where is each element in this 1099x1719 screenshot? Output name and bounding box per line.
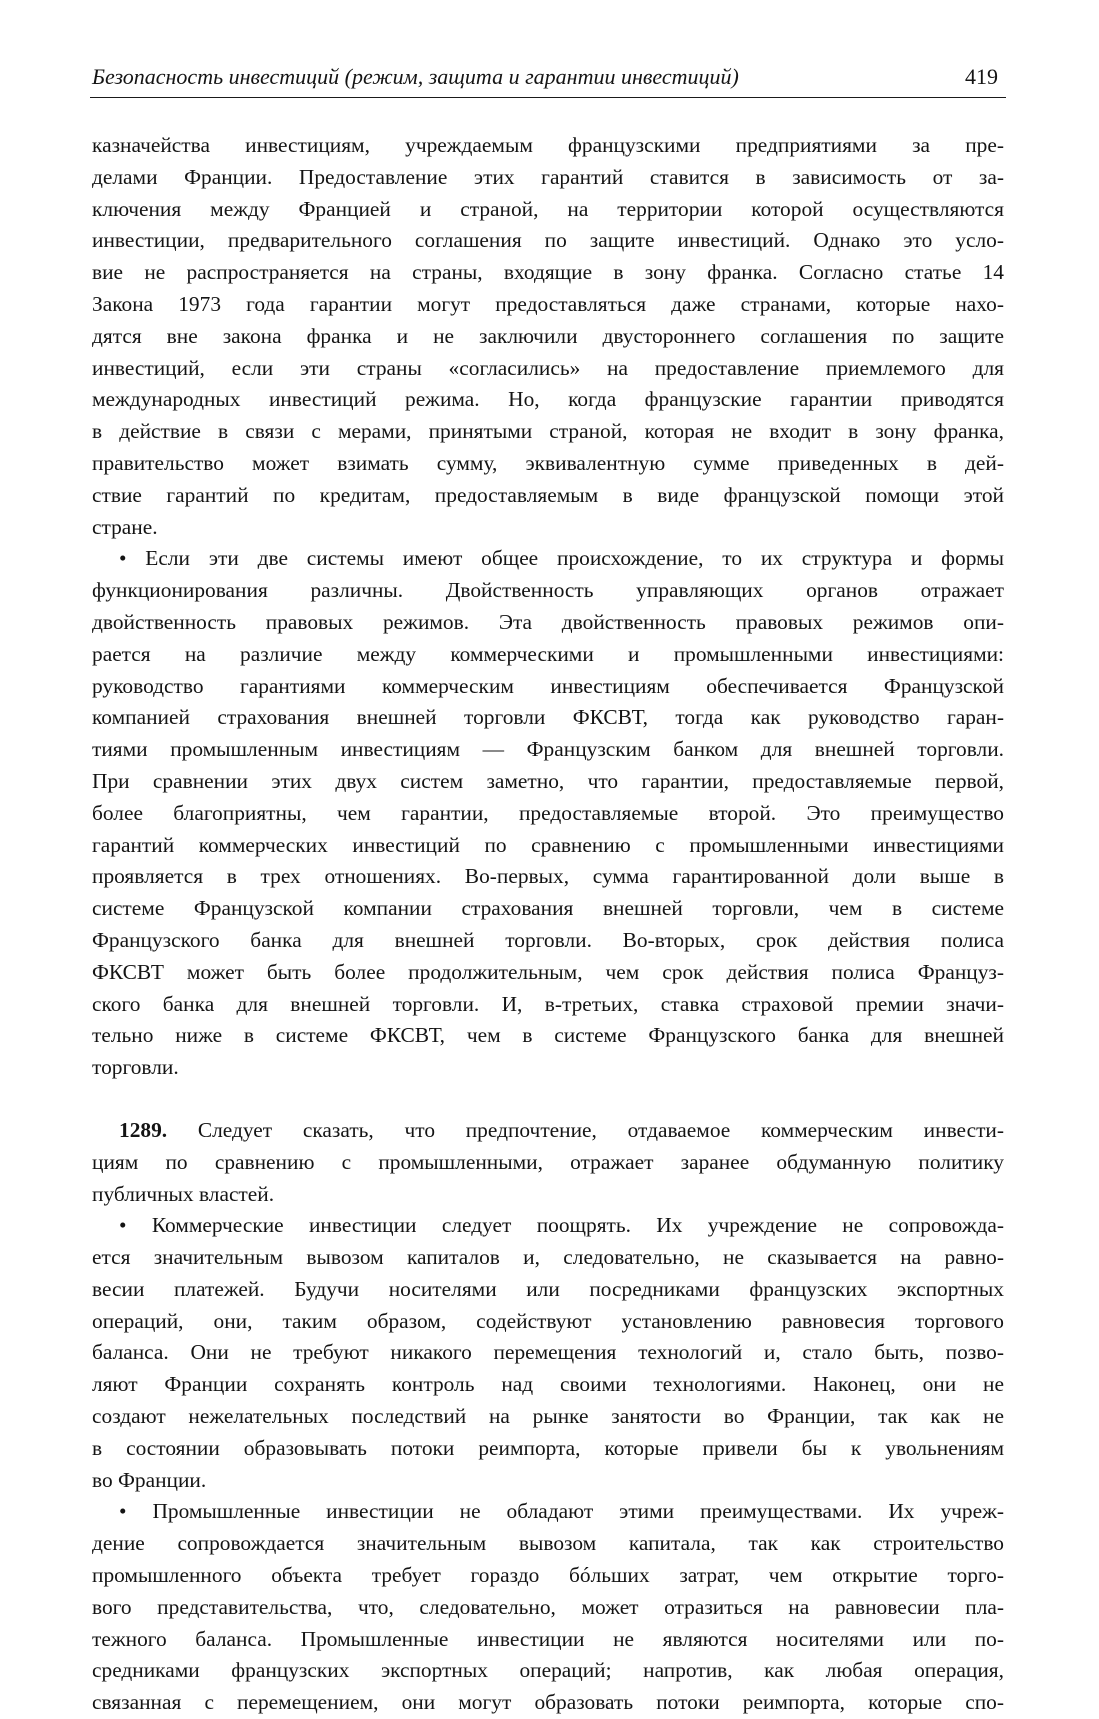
paragraph-number: 1289. [119, 1117, 168, 1142]
text-line: инвестиции, предварительного соглашения по защите инвестиций. Однако это усло- [92, 228, 1004, 253]
text-line: При сравнении этих двух систем заметно, что гарантии, предоставляемые первой, [92, 768, 1004, 793]
running-title: Безопасность инвестиций (режим, защита и гарантии инвестиций) [92, 64, 739, 89]
text-line: операций, они, таким образом, содействуют установлению равновесия торгового [92, 1308, 1004, 1333]
text-line: руководство гарантиями коммерческим инвестициям обеспечивается Французской [92, 673, 1004, 698]
text-line: • Коммерческие инвестиции следует поощрять. Их учреждение не сопровожда- [119, 1213, 1004, 1238]
text-line: • Если эти две системы имеют общее происхождение, то их структура и формы [119, 546, 1004, 571]
paragraph [92, 130, 1004, 543]
text-line: проявляется в трех отношениях. Во-первых, сумма гарантированной доли выше в [92, 864, 1004, 889]
text-line: системе Французской компании страхования внешней торговли, чем в системе [92, 896, 1004, 921]
text-line: вие не распространяется на страны, входящие в зону франка. Согласно статье 14 [92, 260, 1004, 285]
text-line: тиями промышленным инвестициям — Французским банком для внешней торговли. [92, 737, 1004, 762]
text-line: тежного баланса. Промышленные инвестиции не являются носителями или по- [92, 1626, 1004, 1651]
text-line: во Франции. [92, 1467, 207, 1492]
text-line: гарантий коммерческих инвестиций по сравнению с промышленными инвестициями [92, 832, 1004, 857]
text-line: ствие гарантий по кредитам, предоставляемым в виде французской помощи этой [92, 482, 1004, 507]
text-line: ляют Франции сохранять контроль над своими технологиями. Наконец, они не [92, 1372, 1004, 1397]
body-text [92, 130, 1004, 1719]
text-line: публичных властей. [92, 1181, 275, 1206]
text-line [92, 1115, 1004, 1147]
header-rule [90, 97, 1006, 98]
text-line: торговли. [92, 1055, 179, 1080]
text-line: весии платежей. Будучи носителями или посредниками французских экспортных [92, 1276, 1004, 1301]
text-line: дятся вне закона франка и не заключили двустороннего соглашения по защите [92, 323, 1004, 348]
text-line: промышленного объекта требует гораздо бóльших затрат, чем открытие торго- [92, 1563, 1004, 1588]
text-line: ется значительным вывозом капиталов и, следовательно, не сказывается на равно- [92, 1245, 1004, 1270]
text-line: в состоянии образовывать потоки реимпорта, которые привели бы к увольнениям [92, 1435, 1004, 1460]
text-line: циям по сравнению с промышленными, отражает заранее обдуманную политику [92, 1149, 1004, 1174]
text-line: более благоприятны, чем гарантии, предоставляемые второй. Это преимущество [92, 800, 1004, 825]
text-line: ФКСВТ может быть более продолжительным, чем срок действия полиса Француз- [92, 959, 1004, 984]
page-number: 419 [965, 64, 998, 89]
numbered-paragraph [92, 1115, 1004, 1210]
text-line: ключения между Францией и страной, на территории которой осуществляются [92, 196, 1004, 221]
text-line: казначейства инвестициям, учреждаемым французскими предприятиями за пре- [92, 133, 1004, 157]
text-line: правительство может взимать сумму, эквивалентную сумме приведенных в дей- [92, 450, 1004, 475]
text-line: рается на различие между коммерческими и промышленными инвестициями: [92, 641, 1004, 666]
text-line: Закона 1973 года гарантии могут предоставляться даже странами, которые нахо- [92, 291, 1004, 316]
text-line: ского банка для внешней торговли. И, в-третьих, ставка страховой премии значи- [92, 991, 1004, 1016]
running-header [92, 62, 1004, 92]
text-line: делами Франции. Предоставление этих гарантий ставится в зависимость от за- [92, 164, 1004, 189]
text-line: инвестиций, если эти страны «согласились» на предоставление приемлемого для [92, 355, 1004, 380]
text-line: создают нежелательных последствий на рынке занятости во Франции, так как не [92, 1404, 1004, 1429]
text-fragment: Следует сказать, что предпочтение, отдаваемое коммерческим инвести- [167, 1117, 1004, 1142]
text-line: в действие в связи с мерами, принятыми страной, которая не входит в зону франка, [92, 419, 1004, 444]
bullet-paragraph [92, 1210, 1004, 1496]
text-line: международных инвестиций режима. Но, когда французские гарантии приводятся [92, 387, 1004, 412]
text-line: • Промышленные инвестиции не обладают этими преимуществами. Их учреж- [119, 1499, 1004, 1524]
bullet-paragraph [92, 543, 1004, 1084]
text-line: стране. [92, 514, 158, 539]
text-line: средниками французских экспортных операций; напротив, как любая операция, [92, 1658, 1004, 1683]
text-line: дение сопровождается значительным вывозом капитала, так как строительство [92, 1531, 1004, 1556]
text-line: тельно ниже в системе ФКСВТ, чем в системе Французского банка для внешней [92, 1023, 1004, 1048]
text-line: двойственность правовых режимов. Эта двойственность правовых режимов опи- [92, 609, 1004, 634]
text-line: Французского банка для внешней торговли. Во-вторых, срок действия полиса [92, 927, 1004, 952]
section-gap [92, 1084, 1004, 1115]
text-line: функционирования различны. Двойственность управляющих органов отражает [92, 578, 1004, 603]
text-line: вого представительства, что, следовательно, может отразиться на равновесии пла- [92, 1594, 1004, 1619]
bullet-paragraph [92, 1496, 1004, 1719]
text-line: баланса. Они не требуют никакого перемещения технологий и, стало быть, позво- [92, 1340, 1004, 1365]
text-line: компанией страхования внешней торговли ФКСВТ, тогда как руководство гаран- [92, 705, 1004, 730]
text-line: связанная с перемещением, они могут образовать потоки реимпорта, которые спо- [92, 1690, 1004, 1715]
